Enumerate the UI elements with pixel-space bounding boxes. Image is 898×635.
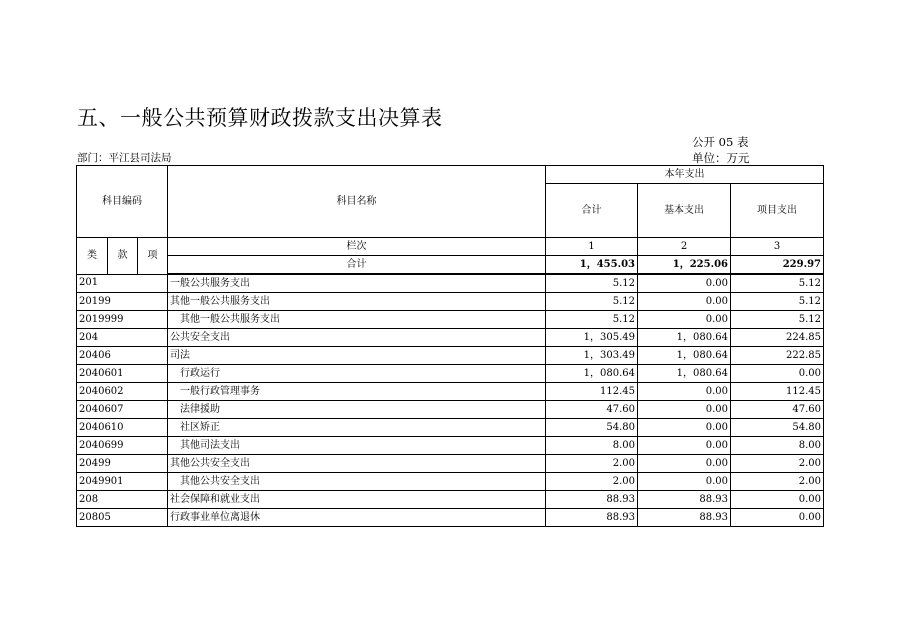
header-column-order: 栏次 [168, 238, 546, 256]
subject-name-cell: 行政事业单位离退休 [168, 509, 546, 527]
total-cell: 1，080.64 [546, 365, 638, 383]
subject-name-cell: 行政运行 [168, 365, 546, 383]
header-subject-code: 科目编码 [77, 166, 168, 238]
basic-cell: 0.00 [638, 455, 731, 473]
basic-cell: 88.93 [638, 509, 731, 527]
subject-code-cell: 2049901 [77, 473, 168, 491]
basic-cell: 0.00 [638, 473, 731, 491]
project-cell: 2.00 [731, 455, 824, 473]
total-cell: 5.12 [546, 311, 638, 329]
subject-name-cell: 公共安全支出 [168, 329, 546, 347]
form-code: 公开 05 表 [692, 135, 749, 149]
header-xiang: 项 [138, 238, 168, 275]
project-cell: 54.80 [731, 419, 824, 437]
subject-name-cell: 司法 [168, 347, 546, 365]
header-subject-name: 科目名称 [168, 166, 546, 238]
subject-code-cell: 20406 [77, 347, 168, 365]
summary-label: 合计 [168, 256, 546, 275]
subject-code-cell: 2040699 [77, 437, 168, 455]
total-cell: 1，305.49 [546, 329, 638, 347]
header-col3: 3 [731, 238, 824, 256]
basic-cell: 88.93 [638, 491, 731, 509]
expenditure-table [76, 165, 824, 527]
subject-name-cell: 社区矫正 [168, 419, 546, 437]
project-cell: 0.00 [731, 491, 824, 509]
project-cell: 5.12 [731, 311, 824, 329]
subject-name-cell: 其他公共安全支出 [168, 473, 546, 491]
basic-cell: 0.00 [638, 383, 731, 401]
project-cell: 224.85 [731, 329, 824, 347]
subject-code-cell: 201 [77, 274, 168, 293]
project-cell: 47.60 [731, 401, 824, 419]
table-row [77, 365, 824, 383]
total-cell: 2.00 [546, 455, 638, 473]
subject-code-cell: 2040601 [77, 365, 168, 383]
summary-project: 229.97 [731, 256, 824, 275]
basic-cell: 0.00 [638, 419, 731, 437]
project-cell: 0.00 [731, 365, 824, 383]
project-cell: 5.12 [731, 274, 824, 293]
basic-cell: 1，080.64 [638, 365, 731, 383]
subject-code-cell: 204 [77, 329, 168, 347]
table-row [77, 347, 824, 365]
table-row [77, 329, 824, 347]
table-row [77, 509, 824, 527]
header-current-year: 本年支出 [546, 166, 824, 184]
subject-code-cell: 20805 [77, 509, 168, 527]
basic-cell: 1，080.64 [638, 347, 731, 365]
header-basic: 基本支出 [638, 184, 731, 238]
summary-total: 1，455.03 [546, 256, 638, 275]
subject-code-cell: 20499 [77, 455, 168, 473]
table-row [77, 437, 824, 455]
project-cell: 2.00 [731, 473, 824, 491]
header-col2: 2 [638, 238, 731, 256]
subject-code-cell: 2040607 [77, 401, 168, 419]
total-cell: 8.00 [546, 437, 638, 455]
total-cell: 54.80 [546, 419, 638, 437]
project-cell: 5.12 [731, 293, 824, 311]
basic-cell: 0.00 [638, 274, 731, 293]
basic-cell: 0.00 [638, 437, 731, 455]
unit-label: 单位：万元 [692, 151, 750, 165]
project-cell: 222.85 [731, 347, 824, 365]
subject-name-cell: 其他公共安全支出 [168, 455, 546, 473]
subject-code-cell: 20199 [77, 293, 168, 311]
basic-cell: 0.00 [638, 293, 731, 311]
header-row-3 [77, 238, 824, 256]
subject-code-cell: 2040602 [77, 383, 168, 401]
subject-name-cell: 其他司法支出 [168, 437, 546, 455]
table-row [77, 383, 824, 401]
basic-cell: 1，080.64 [638, 329, 731, 347]
header-row-1 [77, 166, 824, 184]
subject-code-cell: 2019999 [77, 311, 168, 329]
project-cell: 112.45 [731, 383, 824, 401]
header-kuan: 款 [108, 238, 138, 275]
project-cell: 8.00 [731, 437, 824, 455]
page-title: 五、一般公共预算财政拨款支出决算表 [77, 106, 443, 130]
subject-name-cell: 其他一般公共服务支出 [168, 293, 546, 311]
subject-name-cell: 一般行政管理事务 [168, 383, 546, 401]
table-row [77, 274, 824, 293]
total-cell: 5.12 [546, 293, 638, 311]
basic-cell: 0.00 [638, 311, 731, 329]
header-col1: 1 [546, 238, 638, 256]
project-cell: 0.00 [731, 509, 824, 527]
total-cell: 1，303.49 [546, 347, 638, 365]
total-cell: 47.60 [546, 401, 638, 419]
subject-name-cell: 一般公共服务支出 [168, 274, 546, 293]
table-row [77, 473, 824, 491]
table-row [77, 455, 824, 473]
table-row [77, 293, 824, 311]
department-label: 部门：平江县司法局 [77, 152, 172, 164]
total-cell: 112.45 [546, 383, 638, 401]
table-row [77, 419, 824, 437]
total-cell: 2.00 [546, 473, 638, 491]
header-project: 项目支出 [731, 184, 824, 238]
subject-code-cell: 2040610 [77, 419, 168, 437]
table-row [77, 401, 824, 419]
header-lei: 类 [77, 238, 108, 275]
basic-cell: 0.00 [638, 401, 731, 419]
summary-basic: 1，225.06 [638, 256, 731, 275]
subject-code-cell: 208 [77, 491, 168, 509]
table-row [77, 311, 824, 329]
subject-name-cell: 其他一般公共服务支出 [168, 311, 546, 329]
total-cell: 5.12 [546, 274, 638, 293]
subject-name-cell: 社会保障和就业支出 [168, 491, 546, 509]
header-total: 合计 [546, 184, 638, 238]
total-cell: 88.93 [546, 509, 638, 527]
total-cell: 88.93 [546, 491, 638, 509]
table-row [77, 491, 824, 509]
subject-name-cell: 法律援助 [168, 401, 546, 419]
summary-row [77, 256, 824, 275]
